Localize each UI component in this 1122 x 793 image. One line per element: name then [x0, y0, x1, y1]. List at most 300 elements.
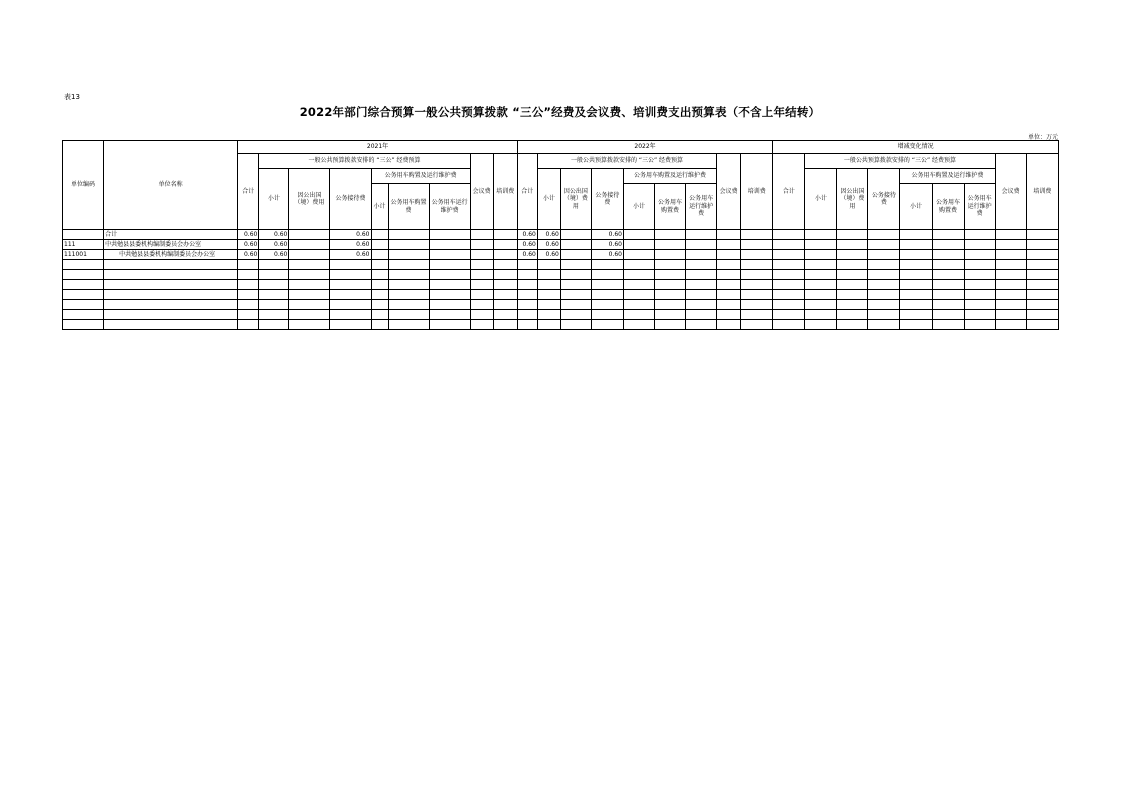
- cell-value: [388, 230, 429, 240]
- cell-empty: [623, 310, 654, 320]
- cell-empty: [1026, 320, 1058, 330]
- cell-empty: [717, 280, 741, 290]
- cell-empty: [591, 280, 623, 290]
- cell-empty: [289, 290, 330, 300]
- vehicle-change: 公务用车购置及运行维护费: [900, 169, 995, 184]
- col-2021-vehicle-maintenance: 公务用车运行维护费: [429, 184, 470, 230]
- col-change-reception: 公务接待费: [868, 169, 900, 230]
- cell-empty: [837, 280, 868, 290]
- cell-empty: [63, 310, 104, 320]
- cell-value: [717, 240, 741, 250]
- cell-empty: [537, 260, 560, 270]
- cell-empty: [623, 320, 654, 330]
- cell-value: 0.60: [330, 240, 371, 250]
- cell-empty: [655, 270, 686, 280]
- col-change-subtotal: 小计: [805, 169, 837, 230]
- cell-empty: [805, 280, 837, 290]
- cell-value: [655, 250, 686, 260]
- cell-empty: [900, 260, 932, 270]
- cell-empty: [837, 320, 868, 330]
- cell-empty: [560, 290, 591, 300]
- cell-empty: [388, 280, 429, 290]
- cell-empty: [995, 310, 1026, 320]
- group-2022: 2022年: [517, 141, 772, 154]
- table-row: [63, 310, 1059, 320]
- col-unit-name: 单位名称: [104, 141, 238, 230]
- cell-unit-name: 中共勉县县委机构编制委员会办公室: [104, 240, 238, 250]
- cell-value: [686, 250, 717, 260]
- cell-empty: [330, 300, 371, 310]
- cell-empty: [238, 290, 259, 300]
- cell-value: [773, 230, 805, 240]
- cell-empty: [655, 310, 686, 320]
- cell-value: [655, 230, 686, 240]
- cell-value: [868, 250, 900, 260]
- col-change-training: 培训费: [1026, 154, 1058, 230]
- cell-value: 0.60: [238, 250, 259, 260]
- cell-value: [470, 250, 493, 260]
- cell-empty: [655, 260, 686, 270]
- cell-value: [289, 240, 330, 250]
- cell-empty: [805, 320, 837, 330]
- cell-empty: [717, 270, 741, 280]
- table-row: [63, 300, 1059, 310]
- cell-value: [773, 250, 805, 260]
- cell-empty: [537, 300, 560, 310]
- cell-empty: [837, 310, 868, 320]
- cell-value: [717, 250, 741, 260]
- cell-empty: [773, 290, 805, 300]
- col-2021-total: 合计: [238, 154, 259, 230]
- sangong-change: 一般公共预算拨款安排的 “三公” 经费预算: [805, 154, 995, 169]
- cell-value: 0.60: [537, 240, 560, 250]
- col-2022-vehicle-purchase: 公务用车购置费: [655, 184, 686, 230]
- cell-empty: [932, 270, 964, 280]
- cell-empty: [623, 300, 654, 310]
- table-row: [63, 290, 1059, 300]
- cell-empty: [900, 290, 932, 300]
- cell-empty: [686, 290, 717, 300]
- cell-empty: [371, 270, 388, 280]
- cell-empty: [537, 290, 560, 300]
- cell-empty: [560, 310, 591, 320]
- cell-empty: [470, 290, 493, 300]
- cell-empty: [259, 290, 289, 300]
- cell-empty: [717, 260, 741, 270]
- cell-unit-name: 中共勉县县委机构编制委员会办公室: [104, 250, 238, 260]
- page-title: 2022年部门综合预算一般公共预算拨款 “三公”经费及会议费、培训费支出预算表（不含上年结转）: [299, 105, 821, 119]
- cell-empty: [493, 300, 517, 310]
- table-row: [63, 260, 1059, 270]
- cell-value: 0.60: [330, 230, 371, 240]
- budget-table: [62, 140, 1059, 330]
- cell-empty: [932, 320, 964, 330]
- cell-empty: [259, 260, 289, 270]
- cell-value: [741, 250, 773, 260]
- cell-value: [623, 230, 654, 240]
- cell-value: [837, 230, 868, 240]
- cell-empty: [805, 260, 837, 270]
- cell-value: [623, 240, 654, 250]
- col-2022-subtotal: 小计: [537, 169, 560, 230]
- sangong-2022: 一般公共预算拨款安排的 “三公” 经费预算: [537, 154, 716, 169]
- table-row: [63, 240, 1059, 250]
- cell-empty: [560, 280, 591, 290]
- col-2021-meeting: 会议费: [470, 154, 493, 230]
- cell-empty: [238, 310, 259, 320]
- cell-value: [371, 240, 388, 250]
- cell-empty: [289, 310, 330, 320]
- cell-value: 0.60: [517, 250, 537, 260]
- table-body: [63, 230, 1059, 330]
- vehicle-2021: 公务用车购置及运行维护费: [371, 169, 470, 184]
- cell-value: 0.60: [259, 230, 289, 240]
- group-2021: 2021年: [238, 141, 518, 154]
- cell-unit-code: 111: [63, 240, 104, 250]
- col-change-total: 合计: [773, 154, 805, 230]
- col-2021-abroad: 因公出国（境）费用: [289, 169, 330, 230]
- cell-empty: [964, 310, 995, 320]
- cell-empty: [259, 320, 289, 330]
- cell-empty: [995, 290, 1026, 300]
- cell-value: [289, 250, 330, 260]
- col-change-vehicle-subtotal: 小计: [900, 184, 932, 230]
- cell-value: [995, 240, 1026, 250]
- cell-empty: [932, 310, 964, 320]
- cell-value: [560, 230, 591, 240]
- cell-empty: [330, 310, 371, 320]
- cell-empty: [259, 300, 289, 310]
- cell-empty: [493, 310, 517, 320]
- cell-empty: [868, 280, 900, 290]
- cell-empty: [741, 280, 773, 290]
- cell-empty: [900, 270, 932, 280]
- cell-value: [805, 250, 837, 260]
- cell-value: [429, 240, 470, 250]
- cell-empty: [63, 260, 104, 270]
- unit-label: 单位：万元: [1027, 134, 1058, 141]
- cell-value: [837, 240, 868, 250]
- col-change-vehicle-purchase: 公务用车购置费: [932, 184, 964, 230]
- cell-value: [470, 230, 493, 240]
- cell-empty: [238, 270, 259, 280]
- cell-value: [1026, 250, 1058, 260]
- cell-value: [868, 240, 900, 250]
- cell-empty: [964, 260, 995, 270]
- cell-value: 0.60: [537, 230, 560, 240]
- cell-value: [805, 230, 837, 240]
- cell-unit-name: 合计: [104, 230, 238, 240]
- cell-empty: [371, 320, 388, 330]
- cell-empty: [837, 300, 868, 310]
- cell-empty: [995, 300, 1026, 310]
- cell-empty: [900, 300, 932, 310]
- cell-value: 0.60: [517, 240, 537, 250]
- cell-empty: [63, 280, 104, 290]
- header-row-years: [63, 141, 1059, 154]
- cell-empty: [63, 270, 104, 280]
- col-change-meeting: 会议费: [995, 154, 1026, 230]
- cell-empty: [537, 270, 560, 280]
- cell-value: [1026, 240, 1058, 250]
- cell-empty: [591, 310, 623, 320]
- cell-empty: [289, 280, 330, 290]
- cell-empty: [591, 260, 623, 270]
- cell-empty: [1026, 270, 1058, 280]
- cell-value: [900, 250, 932, 260]
- col-2022-reception: 公务接待费: [591, 169, 623, 230]
- cell-value: [560, 240, 591, 250]
- cell-empty: [741, 260, 773, 270]
- table-number: 表13: [64, 93, 80, 101]
- cell-value: [717, 230, 741, 240]
- cell-empty: [900, 320, 932, 330]
- cell-empty: [388, 310, 429, 320]
- cell-empty: [560, 300, 591, 310]
- cell-empty: [741, 320, 773, 330]
- cell-empty: [371, 300, 388, 310]
- cell-empty: [388, 270, 429, 280]
- cell-empty: [104, 290, 238, 300]
- cell-empty: [868, 260, 900, 270]
- cell-empty: [104, 270, 238, 280]
- cell-empty: [259, 270, 289, 280]
- cell-empty: [429, 310, 470, 320]
- cell-empty: [773, 260, 805, 270]
- cell-empty: [964, 280, 995, 290]
- cell-empty: [741, 300, 773, 310]
- cell-value: [560, 250, 591, 260]
- cell-empty: [932, 260, 964, 270]
- cell-value: [493, 230, 517, 240]
- cell-value: 0.60: [259, 240, 289, 250]
- cell-empty: [289, 260, 330, 270]
- cell-empty: [388, 290, 429, 300]
- cell-empty: [995, 320, 1026, 330]
- cell-empty: [686, 320, 717, 330]
- cell-value: [623, 250, 654, 260]
- cell-empty: [104, 260, 238, 270]
- cell-empty: [773, 280, 805, 290]
- cell-value: [741, 240, 773, 250]
- cell-empty: [238, 300, 259, 310]
- cell-value: 0.60: [591, 250, 623, 260]
- cell-value: [900, 240, 932, 250]
- cell-empty: [63, 320, 104, 330]
- cell-empty: [238, 260, 259, 270]
- cell-value: [686, 240, 717, 250]
- col-2022-vehicle-maintenance: 公务用车运行维护费: [686, 184, 717, 230]
- cell-empty: [371, 310, 388, 320]
- cell-empty: [932, 280, 964, 290]
- cell-value: [995, 250, 1026, 260]
- cell-empty: [773, 270, 805, 280]
- cell-empty: [371, 260, 388, 270]
- cell-empty: [104, 300, 238, 310]
- cell-value: [964, 230, 995, 240]
- cell-value: [493, 250, 517, 260]
- cell-value: [837, 250, 868, 260]
- cell-empty: [104, 310, 238, 320]
- cell-empty: [330, 280, 371, 290]
- col-2022-abroad: 因公出国（境）费用: [560, 169, 591, 230]
- cell-value: 0.60: [591, 230, 623, 240]
- cell-empty: [964, 270, 995, 280]
- cell-empty: [493, 290, 517, 300]
- cell-empty: [686, 280, 717, 290]
- cell-empty: [388, 260, 429, 270]
- table-row: [63, 230, 1059, 240]
- cell-value: 0.60: [330, 250, 371, 260]
- cell-empty: [964, 320, 995, 330]
- cell-value: [805, 240, 837, 250]
- cell-empty: [560, 270, 591, 280]
- cell-value: [995, 230, 1026, 240]
- cell-empty: [868, 300, 900, 310]
- cell-empty: [591, 300, 623, 310]
- col-unit-code: 单位编码: [63, 141, 104, 230]
- cell-value: [470, 240, 493, 250]
- cell-unit-code: 111001: [63, 250, 104, 260]
- cell-empty: [868, 310, 900, 320]
- cell-empty: [623, 290, 654, 300]
- cell-value: [388, 250, 429, 260]
- cell-empty: [517, 300, 537, 310]
- cell-empty: [517, 320, 537, 330]
- cell-value: [493, 240, 517, 250]
- cell-empty: [964, 290, 995, 300]
- cell-empty: [741, 310, 773, 320]
- cell-empty: [805, 300, 837, 310]
- cell-value: [429, 230, 470, 240]
- cell-empty: [104, 280, 238, 290]
- col-2021-vehicle-subtotal: 小计: [371, 184, 388, 230]
- cell-value: [868, 230, 900, 240]
- cell-value: 0.60: [238, 240, 259, 250]
- cell-empty: [429, 320, 470, 330]
- cell-value: 0.60: [238, 230, 259, 240]
- col-2022-total: 合计: [517, 154, 537, 230]
- cell-empty: [259, 310, 289, 320]
- cell-empty: [537, 310, 560, 320]
- cell-empty: [63, 290, 104, 300]
- cell-value: [964, 240, 995, 250]
- cell-empty: [717, 290, 741, 300]
- cell-empty: [773, 310, 805, 320]
- cell-empty: [995, 260, 1026, 270]
- cell-empty: [371, 290, 388, 300]
- cell-empty: [429, 290, 470, 300]
- cell-empty: [470, 260, 493, 270]
- cell-empty: [470, 300, 493, 310]
- cell-empty: [773, 300, 805, 310]
- cell-empty: [470, 270, 493, 280]
- cell-empty: [868, 290, 900, 300]
- cell-empty: [623, 260, 654, 270]
- cell-value: [900, 230, 932, 240]
- col-2021-reception: 公务接待费: [330, 169, 371, 230]
- cell-empty: [330, 290, 371, 300]
- cell-empty: [289, 320, 330, 330]
- table-row: [63, 270, 1059, 280]
- cell-empty: [717, 310, 741, 320]
- cell-empty: [837, 290, 868, 300]
- cell-empty: [837, 270, 868, 280]
- cell-value: [932, 240, 964, 250]
- cell-empty: [686, 270, 717, 280]
- cell-empty: [470, 320, 493, 330]
- cell-value: [741, 230, 773, 240]
- cell-empty: [741, 290, 773, 300]
- cell-empty: [655, 320, 686, 330]
- cell-empty: [560, 260, 591, 270]
- vehicle-2022: 公务用车购置及运行维护费: [623, 169, 716, 184]
- cell-empty: [517, 280, 537, 290]
- cell-value: 0.60: [517, 230, 537, 240]
- cell-empty: [537, 280, 560, 290]
- cell-empty: [717, 320, 741, 330]
- cell-empty: [537, 320, 560, 330]
- cell-empty: [330, 320, 371, 330]
- cell-value: [686, 230, 717, 240]
- cell-empty: [717, 300, 741, 310]
- cell-empty: [104, 320, 238, 330]
- cell-value: 0.60: [259, 250, 289, 260]
- cell-empty: [686, 310, 717, 320]
- cell-empty: [773, 320, 805, 330]
- sangong-2021: 一般公共预算拨款安排的 “三公” 经费预算: [259, 154, 470, 169]
- cell-empty: [623, 280, 654, 290]
- cell-empty: [517, 260, 537, 270]
- cell-empty: [805, 290, 837, 300]
- cell-empty: [655, 290, 686, 300]
- col-2022-training: 培训费: [741, 154, 773, 230]
- cell-empty: [805, 270, 837, 280]
- col-change-abroad: 因公出国（境）费用: [837, 169, 868, 230]
- cell-value: [1026, 230, 1058, 240]
- col-2022-meeting: 会议费: [717, 154, 741, 230]
- col-2021-subtotal: 小计: [259, 169, 289, 230]
- cell-empty: [63, 300, 104, 310]
- cell-empty: [591, 290, 623, 300]
- cell-value: [655, 240, 686, 250]
- cell-empty: [429, 280, 470, 290]
- cell-empty: [289, 270, 330, 280]
- cell-value: [388, 240, 429, 250]
- cell-value: 0.60: [591, 240, 623, 250]
- cell-unit-code: [63, 230, 104, 240]
- cell-empty: [900, 310, 932, 320]
- cell-empty: [238, 320, 259, 330]
- cell-empty: [655, 300, 686, 310]
- cell-empty: [964, 300, 995, 310]
- cell-empty: [1026, 290, 1058, 300]
- cell-empty: [429, 300, 470, 310]
- cell-empty: [932, 300, 964, 310]
- col-change-vehicle-maintenance: 公务用车运行维护费: [964, 184, 995, 230]
- cell-empty: [686, 300, 717, 310]
- cell-empty: [388, 300, 429, 310]
- cell-empty: [429, 260, 470, 270]
- group-change: 增减变化情况: [773, 141, 1059, 154]
- cell-value: [773, 240, 805, 250]
- col-2022-vehicle-subtotal: 小计: [623, 184, 654, 230]
- cell-empty: [686, 260, 717, 270]
- cell-empty: [995, 280, 1026, 290]
- cell-empty: [900, 280, 932, 290]
- cell-empty: [330, 270, 371, 280]
- cell-empty: [741, 270, 773, 280]
